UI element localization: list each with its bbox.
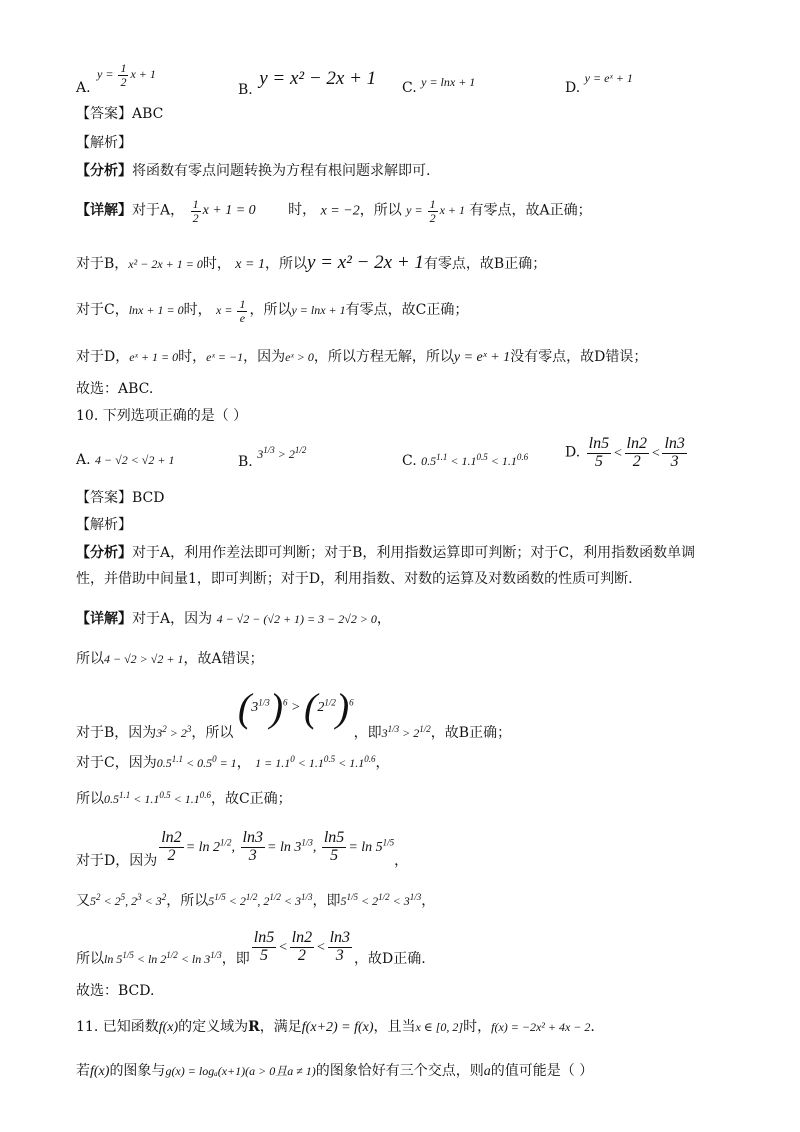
text: 对于B，因为 bbox=[76, 725, 157, 742]
math: y = lnx + 1 bbox=[291, 302, 346, 317]
q10-d2-2: $5^{1/5} < 2^{1/2}$, $2^{1/2} < 3^{1/3}$ bbox=[208, 892, 313, 908]
q10-d2-3: $5^{1/5} < 2^{1/2} < 3^{1/3}$ bbox=[340, 892, 422, 908]
q10-option-d-expr: $\frac{\ln 5}{5}$ < $\frac{\ln 2}{2}$ < $\frac{\ln 3}{3}$ bbox=[588, 435, 685, 470]
q10-option-a bbox=[76, 452, 174, 468]
text: 的定义域为 bbox=[178, 1019, 249, 1035]
q9-choose: 故选：ABC. bbox=[76, 381, 154, 397]
math: y = eˣ + 1 bbox=[453, 350, 511, 365]
math: x² − 2x + 1 = 0 bbox=[128, 257, 203, 271]
q10-answer: 【答案】BCD bbox=[76, 490, 165, 506]
text: 时， bbox=[463, 1019, 492, 1035]
q10-b-ineq: $3^2 > 2^3$ bbox=[156, 724, 192, 741]
q9-option-c-expr: y = lnx + 1 bbox=[421, 75, 476, 89]
q10-option-c bbox=[402, 452, 528, 469]
q9-option-a bbox=[76, 61, 156, 96]
q10-detail-d2 bbox=[76, 890, 760, 910]
text: 对于A， bbox=[132, 202, 185, 219]
q10-b-power: $(3^{1/3})^6 > (2^{1/2})^6$ bbox=[237, 685, 354, 730]
math: f(x+2) = f(x) bbox=[301, 1020, 374, 1035]
q10-option-b-expr: $3^{1/3} > 2^{1/2}$ bbox=[257, 445, 307, 461]
math: eˣ + 1 = 0 bbox=[129, 350, 179, 364]
text: ， bbox=[375, 755, 390, 771]
text: ，满足 bbox=[259, 1019, 302, 1035]
text: ，所以 bbox=[191, 725, 234, 742]
text: ，故A错误； bbox=[183, 651, 264, 667]
math: x = 1 bbox=[235, 257, 265, 272]
q10-option-d bbox=[565, 436, 689, 471]
q10-d2-1: $5^2 < 2^5$, $2^3 < 3^2$ bbox=[90, 892, 167, 908]
q10-d3-2: $\frac{\ln 5}{5}$ < $\frac{\ln 2}{2}$ < $\frac{\ln 3}{3}$ bbox=[253, 929, 351, 964]
q10-c-2: $1 = 1.1^0 < 1.1^{0.5} < 1.1^{0.6}$ bbox=[255, 754, 376, 770]
text: ，且当 bbox=[373, 1019, 416, 1035]
math: g(x) = logₐ(x+1)(a > 0且a ≠ 1) bbox=[165, 1064, 316, 1078]
option-label: B. bbox=[238, 454, 253, 470]
q9-c-x: x = $\frac{1}{e}$ bbox=[216, 297, 246, 325]
q10-d3-1: $\ln 5^{1/5} < \ln 2^{1/2} < \ln 3^{1/3}$ bbox=[104, 949, 222, 966]
q10-analysis-1 bbox=[76, 542, 760, 562]
text: 的图象与 bbox=[109, 1063, 166, 1079]
option-label: B. bbox=[238, 82, 253, 98]
text: ，所以 bbox=[359, 202, 402, 219]
q10-c-1: $0.5^{1.1} < 0.5^0 = 1$ bbox=[156, 754, 237, 770]
text: 时， bbox=[183, 301, 212, 318]
q10-choose: 故选：BCD. bbox=[76, 983, 155, 999]
q10-detail-c2 bbox=[76, 788, 760, 808]
math: eˣ > 0 bbox=[285, 350, 314, 364]
analysis-tag: 【分析】 bbox=[76, 545, 132, 561]
q9-option-c bbox=[402, 74, 476, 96]
q10-detail-d bbox=[76, 829, 760, 869]
text: ，故B正确； bbox=[430, 725, 512, 742]
text: 所以 bbox=[76, 950, 104, 967]
text: ，故C正确； bbox=[210, 791, 292, 807]
text: ，即 bbox=[221, 950, 250, 967]
q10-d-expr: $\frac{\ln 2}{2}$ = $\ln 2^{1/2}$, $\frac{\ln 3}{3}$ = $\ln 3^{1/3}$, $\frac{\ln 5}{5}$ = $\ln 5^{1/5}$ bbox=[161, 829, 395, 864]
text: 时， bbox=[288, 202, 317, 219]
text: 没有零点，故D错误； bbox=[510, 349, 648, 365]
q9-option-d bbox=[565, 70, 633, 96]
q10-option-c-expr: $0.5^{1.1} < 1.1^{0.5} < 1.1^{0.6}$ bbox=[421, 452, 529, 468]
text: 对于D，因为 bbox=[76, 852, 158, 869]
math: 4 − √2 − (√2 + 1) = 3 − 2√2 > 0 bbox=[216, 612, 377, 626]
text: 所以 bbox=[76, 791, 104, 807]
q9-detail-a bbox=[76, 198, 760, 225]
q9-answer: 【答案】ABC bbox=[76, 106, 164, 122]
math: f(x) bbox=[90, 1064, 110, 1079]
q10-b-result: $3^{1/3} > 2^{1/2}$ bbox=[381, 724, 431, 741]
option-label: D. bbox=[565, 80, 581, 96]
q10-detail-b bbox=[76, 685, 760, 742]
text: ， bbox=[394, 852, 409, 869]
math: f(x) bbox=[158, 1020, 179, 1035]
detail-tag: 【详解】 bbox=[76, 611, 132, 627]
text: 时， bbox=[202, 256, 231, 272]
q10-analysis-2: 性，并借助中间量1，即可判断；对于D，利用指数、对数的运算及对数函数的性质可判断. bbox=[76, 571, 633, 587]
q9-option-d-expr: y = eˣ + 1 bbox=[584, 71, 633, 85]
q9-a-eq: $\frac{1}{2}$ x + 1 = 0 bbox=[192, 197, 256, 225]
text: . bbox=[590, 1019, 595, 1035]
q9-detail-b bbox=[76, 252, 760, 274]
text: ， bbox=[421, 893, 436, 909]
math: eˣ = −1 bbox=[206, 350, 244, 364]
text: ，所以 bbox=[249, 301, 292, 318]
text: ，因为 bbox=[243, 349, 286, 365]
option-label: D. bbox=[565, 444, 581, 461]
option-label: A. bbox=[76, 79, 91, 96]
text: 对于C， bbox=[76, 301, 129, 318]
option-label: C. bbox=[402, 80, 417, 96]
text: 11. 已知函数 bbox=[76, 1019, 159, 1035]
text: 又 bbox=[76, 893, 90, 909]
q9-option-b bbox=[238, 68, 377, 98]
q9-a-func: y = $\frac{1}{2}$ x + 1 bbox=[406, 197, 466, 226]
q10-option-b bbox=[238, 445, 307, 470]
q10-c2-expr: $0.5^{1.1} < 1.1^{0.5} < 1.1^{0.6}$ bbox=[104, 790, 211, 806]
text: 的图象恰好有三个交点，则 bbox=[315, 1063, 484, 1079]
q9-option-a-expr: y = $\frac{1}{2}$ x + 1 bbox=[97, 61, 156, 89]
text: 有零点，故C正确； bbox=[345, 301, 469, 318]
text: ，即 bbox=[353, 725, 382, 742]
text: ， bbox=[236, 755, 251, 771]
math: a bbox=[483, 1064, 491, 1079]
q10-detail-c bbox=[76, 752, 760, 772]
math: f(x) = −2x² + 4x − 2 bbox=[491, 1020, 591, 1034]
q10-detail-a2 bbox=[76, 648, 760, 668]
text: 对于C，因为 bbox=[76, 755, 157, 771]
q9-analysis-head: 【解析】 bbox=[76, 135, 132, 151]
text: 的值可能是（ ） bbox=[490, 1063, 594, 1079]
detail-tag: 【详解】 bbox=[76, 202, 132, 219]
text: 对于A，利用作差法即可判断；对于B，利用指数运算即可判断；对于C，利用指数函数单调 bbox=[132, 545, 696, 561]
text: ，所以 bbox=[264, 256, 307, 272]
text: ，故D正确. bbox=[354, 950, 426, 967]
analysis-text: 将函数有零点问题转换为方程有根问题求解即可. bbox=[132, 163, 431, 179]
q10-stem: 10. 下列选项正确的是（ ） bbox=[76, 408, 248, 424]
text: ，所以 bbox=[166, 893, 209, 909]
q11-stem-1 bbox=[76, 1016, 760, 1036]
q11-stem-2 bbox=[76, 1060, 760, 1080]
text: 对于A，因为 bbox=[132, 611, 213, 627]
text: 对于B， bbox=[76, 256, 129, 272]
text: 有零点，故A正确； bbox=[469, 202, 592, 219]
text: ， bbox=[376, 611, 391, 627]
option-label: C. bbox=[402, 453, 417, 469]
math: y = x² − 2x + 1 bbox=[306, 252, 424, 273]
q9-detail-c bbox=[76, 298, 760, 324]
math: 4 − √2 < √2 + 1 bbox=[95, 453, 175, 467]
math: lnx + 1 = 0 bbox=[128, 302, 184, 317]
text: 有零点，故B正确； bbox=[423, 256, 547, 272]
q9-analysis bbox=[76, 160, 760, 180]
math: x = −2 bbox=[320, 203, 360, 219]
analysis-tag: 【分析】 bbox=[76, 163, 132, 179]
text: 所以 bbox=[76, 651, 104, 667]
q10-analysis-head: 【解析】 bbox=[76, 517, 132, 533]
q10-detail-a bbox=[76, 608, 760, 628]
q9-detail-d bbox=[76, 346, 760, 366]
text: 对于D， bbox=[76, 349, 130, 365]
option-label: A. bbox=[76, 452, 91, 468]
math: 4 − √2 > √2 + 1 bbox=[104, 652, 184, 666]
text: 时， bbox=[178, 349, 207, 365]
math: R bbox=[248, 1019, 260, 1035]
q10-detail-d3 bbox=[76, 930, 760, 965]
math: x ∈ [0, 2] bbox=[415, 1020, 464, 1034]
text: 若 bbox=[76, 1063, 90, 1079]
q9-option-b-expr: y = x² − 2x + 1 bbox=[259, 68, 377, 89]
text: ，即 bbox=[312, 893, 341, 909]
text: ，所以方程无解，所以 bbox=[313, 349, 454, 365]
